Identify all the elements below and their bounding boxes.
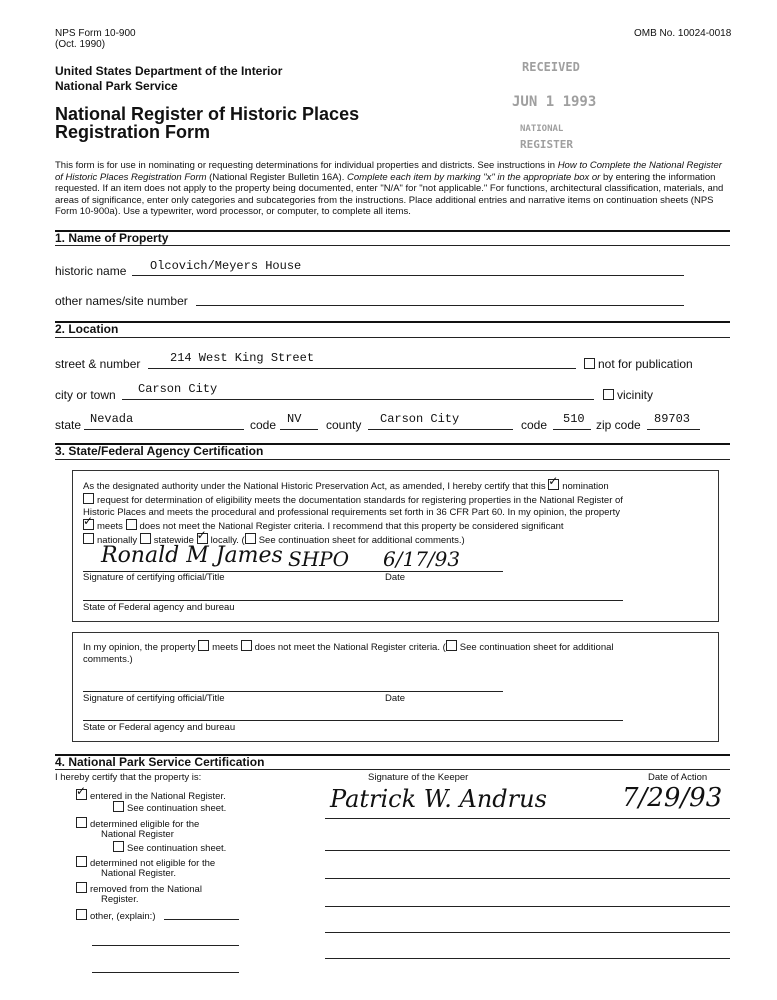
received-stamp: RECEIVED (522, 60, 580, 74)
not-eligible-option[interactable]: determined not eligible for the (76, 856, 215, 870)
county-code-label: code (521, 418, 548, 432)
other-names-field[interactable] (196, 305, 684, 306)
action-date: 7/29/93 (622, 783, 723, 813)
certification-panel (72, 470, 719, 622)
entered-option[interactable]: ✓entered in the National Register. (76, 789, 226, 803)
county-label: county (326, 418, 362, 432)
other-explain-line3[interactable] (92, 972, 239, 973)
other-explain-line2[interactable] (92, 945, 239, 946)
department: United States Department of the Interior (55, 64, 283, 78)
other-explain-line1[interactable] (164, 919, 239, 920)
certifying-signature: Ronald M James (101, 543, 283, 568)
not-for-publication[interactable]: not for publication (584, 357, 693, 371)
section4-heading: 4. National Park Service Certification (55, 755, 265, 769)
state-value[interactable]: Nevada (90, 412, 134, 426)
certify-text: I hereby certify that the property is: (55, 772, 202, 783)
cert-text: As the designated authority under the National Historic Preservation Act, as amended, I hereby certify that this ✓ nomination request for determination of eligibility meets the documentation standards for registering properties in the National Register of Historic Places and meets the procedural and professional requirements set forth in 36 CFR Part 60. In my opinion, the property ✓meets does not meet the National Register criteria. I recommend that this property be considered significant nationally statewide ✓ locally. ( See continuation sheet for additional comments.) (83, 479, 713, 547)
state-code-value[interactable]: NV (287, 412, 302, 426)
form-date: (Oct. 1990) (55, 39, 106, 50)
agency-label: State of Federal agency and bureau (83, 602, 235, 613)
state-label: state (55, 418, 82, 432)
historic-name-label: historic name (55, 264, 127, 278)
removed-checkbox[interactable] (76, 882, 87, 893)
meets-checkbox[interactable] (83, 519, 94, 530)
zip-value[interactable]: 89703 (654, 412, 691, 426)
service: National Park Service (55, 79, 178, 93)
opinion-text: In my opinion, the property meets does not meet the National Register criteria. ( See continuation sheet for additional comments.) (83, 642, 614, 665)
opinion-panel (72, 632, 719, 742)
other-names-label: other names/site number (55, 294, 188, 308)
form-title-line1: National Register of Historic Places (55, 104, 360, 124)
keeper-signature: Patrick W. Andrus (330, 785, 547, 813)
city-value[interactable]: Carson City (138, 382, 218, 396)
date-action-label: Date of Action (648, 772, 708, 783)
see-cont-2[interactable]: See continuation sheet. (113, 841, 226, 855)
entered-checkbox[interactable] (76, 789, 87, 800)
zip-label: zip code (596, 418, 641, 432)
request-checkbox[interactable] (83, 493, 94, 504)
certifying-title: SHPO (288, 547, 349, 571)
vicinity[interactable]: vicinity (603, 388, 653, 402)
street-value[interactable]: 214 West King Street (170, 351, 315, 365)
county-value[interactable]: Carson City (380, 412, 460, 426)
instructions: This form is for use in nominating or requesting determinations for individual properties and districts. See instructions in How to Complete the National Register of Historic Places Registration Form (National Register Bulletin 16A). Complete each item by marking "x" in the appropriate box or by entering the information requested. If an item does not apply to the property being documented, enter "N/A" for "not applicable." For functions, architectural classification, materials, and areas of significance, enter only categories and subcategories from the instructions. Place additional entries and narrative items on continuation sheets (NPS Form 10-900a). Use a typewriter, word processor, or computer, to complete all items. (55, 160, 724, 217)
state-code-label: code (250, 418, 277, 432)
section3-heading: 3. State/Federal Agency Certification (55, 444, 264, 458)
stamp-national: NATIONAL (520, 124, 564, 134)
see-cont-1-checkbox[interactable] (113, 801, 124, 812)
stamp-date: JUN 1 1993 (512, 94, 597, 110)
certifying-date: 6/17/93 (383, 547, 461, 571)
removed-option[interactable]: removed from the National (76, 882, 202, 896)
removed-line2: Register. (101, 894, 139, 905)
sig-label-2: Signature of certifying official/Title (83, 693, 225, 704)
not-for-publication-checkbox[interactable] (584, 358, 595, 369)
omb-number: OMB No. 10024-0018 (634, 28, 732, 39)
historic-name-value[interactable]: Olcovich/Meyers House (150, 259, 302, 273)
nomination-checkbox[interactable] (548, 479, 559, 490)
stamp-register: REGISTER (520, 138, 573, 151)
see-cont-2-checkbox[interactable] (113, 841, 124, 852)
keeper-label: Signature of the Keeper (368, 772, 469, 783)
section2-heading: 2. Location (55, 322, 119, 336)
opinion-meets-checkbox[interactable] (198, 640, 209, 651)
vicinity-checkbox[interactable] (603, 389, 614, 400)
other-checkbox[interactable] (76, 909, 87, 920)
county-code-value[interactable]: 510 (563, 412, 585, 426)
does-not-meet-checkbox[interactable] (126, 519, 137, 530)
date-label: Date (385, 572, 406, 583)
agency-label-2: State or Federal agency and bureau (83, 722, 236, 733)
opinion-continuation-checkbox[interactable] (446, 640, 457, 651)
nationally-checkbox[interactable] (83, 533, 94, 544)
sig-label: Signature of certifying official/Title (83, 572, 225, 583)
street-label: street & number (55, 357, 141, 371)
see-cont-1[interactable]: See continuation sheet. (113, 801, 226, 815)
eligible-option[interactable]: determined eligible for the (76, 817, 199, 831)
not-eligible-checkbox[interactable] (76, 856, 87, 867)
form-title-line2: Registration Form (55, 122, 211, 142)
city-label: city or town (55, 388, 116, 402)
date-label-2: Date (385, 693, 406, 704)
opinion-not-meet-checkbox[interactable] (241, 640, 252, 651)
not-eligible-line2: National Register. (101, 868, 176, 879)
eligible-line2: National Register (101, 829, 174, 840)
eligible-checkbox[interactable] (76, 817, 87, 828)
section1-heading: 1. Name of Property (55, 231, 169, 245)
form-number: NPS Form 10-900 (55, 28, 136, 39)
other-option[interactable]: other, (explain:) (76, 909, 155, 923)
